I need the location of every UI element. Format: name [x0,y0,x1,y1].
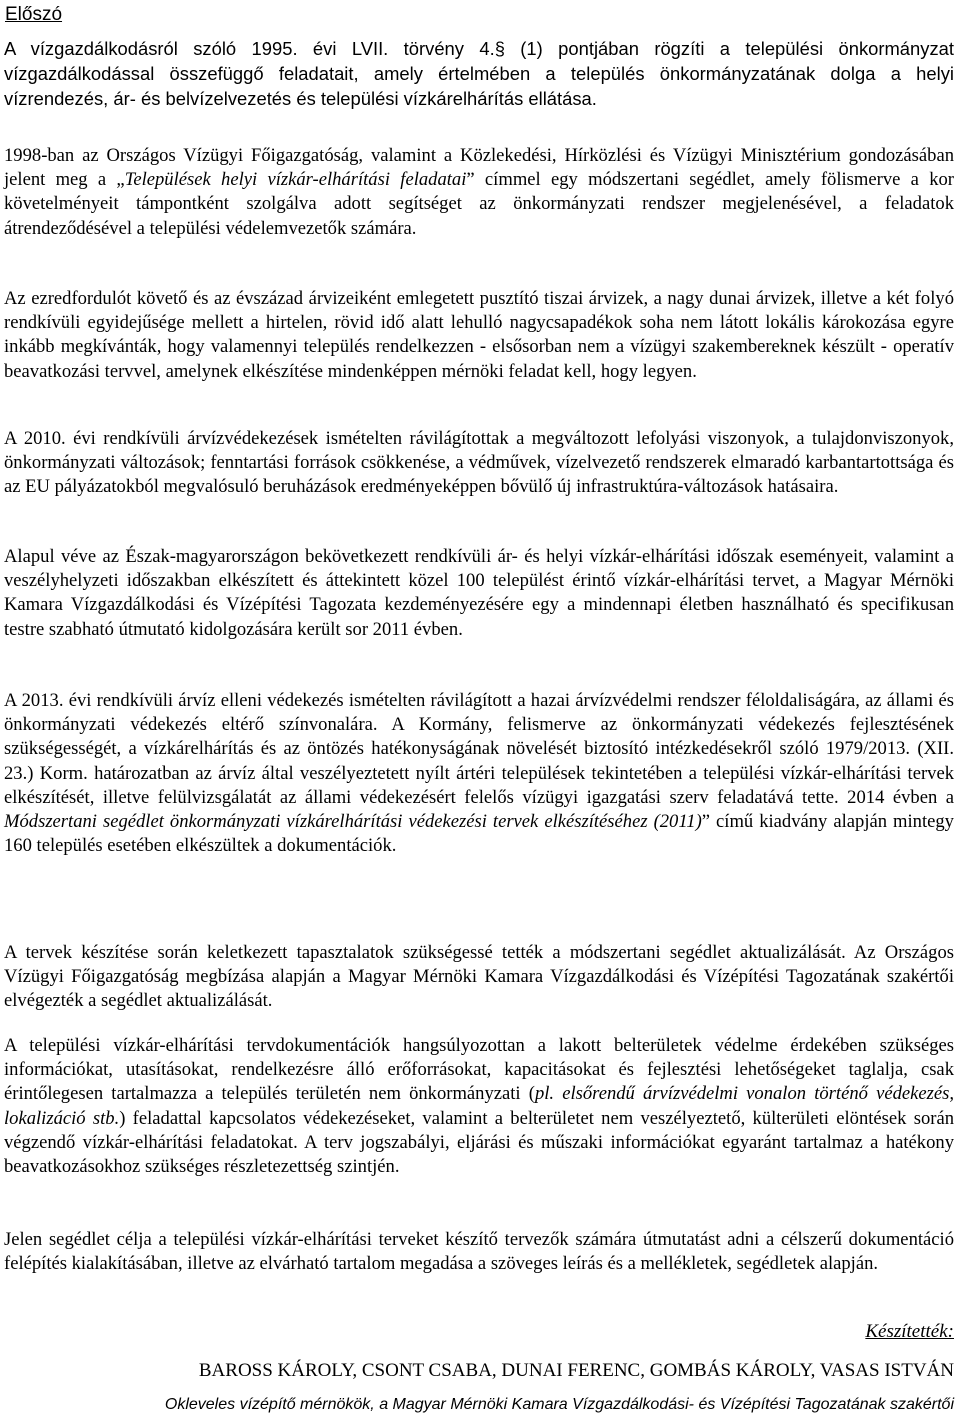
paragraph-millennium-floods: Az ezredfordulót követő és az évszázad árvizeiként emlegetett pusztító tiszai árvizek, a nagy dunai árvizek, illetve a két folyó rendkívüli egyidejűsége mellett a hirtelen, rövid idő alatt lehulló nagycsapadékok soha nem látott lokális károkozása egyre inkább megkívánták, hogy valamennyi település rendelkezzen - elsősorban nem a vízügyi szakembereknek készült - operatív beavatkozási tervvel, amelynek elkészítése mindenképpen mérnöki feladat kell, hogy legyen. [4,288,954,382]
paragraph-1998 [4,144,954,241]
paragraph-2010: A 2010. évi rendkívüli árvízvédekezések ismételten rávilágítottak a megváltozott lefolyási viszonyok, a tulajdonviszonyok, önkormányzati változások; fenntartási források csökkenése, a védművek, vízelvezető rendszerek elmaradó karbantartottsága és az EU pályázatokból megvalósuló beruházások eredményeképpen bővülő új infrastruktúra-változások hatásaira. [4,428,954,498]
paragraph-1998-text-a: 1998-ban az Országos Vízügyi Főigazgatóság, valamint a Közlekedési, Hírközlési és Vízügyi Minisztérium gondozásában jelent meg a „ [4,145,954,191]
intro-paragraph: A vízgazdálkodásról szóló 1995. évi LVII. törvény 4.§ (1) pontjában rögzíti a települési önkormányzat vízgazdálkodással összefüggő feladatait, amely értelmében a település önkormányzatának dolga a helyi vízrendezés, ár- és belvízelvezetés és települési vízkárelhárítás ellátása. [4,38,954,109]
paragraph-1998-text-b: ” címmel egy módszertani segédlet, amely fölismerve a kor követelményeit támpontként szolgálva adott segítséget az önkormányzati rendszer megjelenésével, a feladatok átrendeződésével a települési védelemvezetők számára. [4,169,954,239]
credentials-line: Okleveles vízépítő mérnökök, a Magyar Mérnöki Kamara Vízgazdálkodási- és Vízépítési Tagozatának szakértői [164,1396,954,1413]
paragraph-plan-text-a: A települési vízkár-elhárítási tervdokumentációk hangsúlyozottan a lakott belterületek védelme érdekében szükséges információkat, utasításokat, rendelkezésre álló erőforrásokat, kapacitásokat és fejlesztési lehetőségeket taglalja, csak érintőlegesen tartalmazza a település területén nem önkormányzati ( [4,1035,954,1105]
paragraph-north-hungary: Alapul véve az Észak-magyarországon bekövetkezett rendkívüli ár- és helyi vízkár-elhárítási időszak eseményeit, valamint a veszélyhelyzeti időszakban elkészített és áttekintett közel 100 települést érintő vízkár-elhárítási tervet, a Magyar Mérnöki Kamara Vízgazdálkodási és Vízépítési Tagozata kezdeményezésére egy a mindennapi életben használható és specifikusan testre szabható útmutató kidolgozására került sor 2011 évben. [4,546,954,640]
paragraph-plan-text-b: ) feladattal kapcsolatos védekezéseket, valamint a belterületet nem veszélyeztető, külterületi elöntések során végzendő vízkár-elhárítási feladatokat. A terv jogszabályi, eljárási és műszaki információkat egyaránt tartalmaz a hatékony beavatkozásokhoz szükséges részletezettség szintjén. [4,1107,954,1178]
paragraph-2013 [4,689,954,858]
paragraph-2013-text-b: ” című kiadvány alapján mintegy 160 település esetében elkészültek a dokumentációk. [4,811,954,857]
authors-line: BAROSS KÁROLY, CSONT CSABA, DUNAI FERENC, GOMBÁS KÁROLY, VASAS ISTVÁN [198,1360,954,1381]
paragraph-2013-italic-title: Módszertani segédlet önkormányzati vízkárelhárítási védekezési tervek elkészítéséhez (2011) [4,811,702,833]
paragraph-plan-documents [4,1034,954,1179]
paragraph-experience: A tervek készítése során keletkezett tapasztalatok szükségessé tették a módszertani segédlet aktualizálását. Az Országos Vízügyi Főigazgatóság megbízása alapján a Magyar Mérnöki Kamara Vízgazdálkodási és Vízépítési Tagozatának szakértői elvégezték a segédlet aktualizálását. [4,942,954,1012]
page-title[interactable]: Előszó [5,4,63,25]
paragraph-1998-italic-title: Települések helyi vízkár-elhárítási feladatai [124,169,467,191]
paragraph-plan-italic-example: pl. elsőrendű árvízvédelmi vonalon történő védekezés, lokalizáció stb. [4,1083,954,1129]
made-by-label: Készítették: [865,1321,954,1342]
paragraph-purpose: Jelen segédlet célja a települési vízkár-elhárítási terveket készítő tervezők számára útmutatást adni a célszerű dokumentáció felépítés kialakításában, illetve az elvárható tartalom megadása a szöveges leírás és a mellékletek, segédletek alapján. [4,1229,954,1275]
paragraph-2013-text-a: A 2013. évi rendkívüli árvíz elleni védekezés ismételten rávilágított a hazai árvízvédelmi rendszer féloldaliságára, az állami és önkormányzati védekezés eltérő színvonalára. A Kormány, felismerve az önkormányzati védekezés fejlesztésének szükségességét, a vízkárelhárítás és az öntözés hatékonyságának növelését biztosító intézkedésekről szóló 1979/2013. (XII. 23.) Korm. határozatban az árvíz által veszélyeztetett nyílt ártéri települések tekintetében a települési vízkár-elhárítási tervek elkészítését, illetve felülvizsgálatát az állami védekezésért felelős vízügyi igazgatási szerv feladatává tette. 2014 évben a [4,690,954,808]
